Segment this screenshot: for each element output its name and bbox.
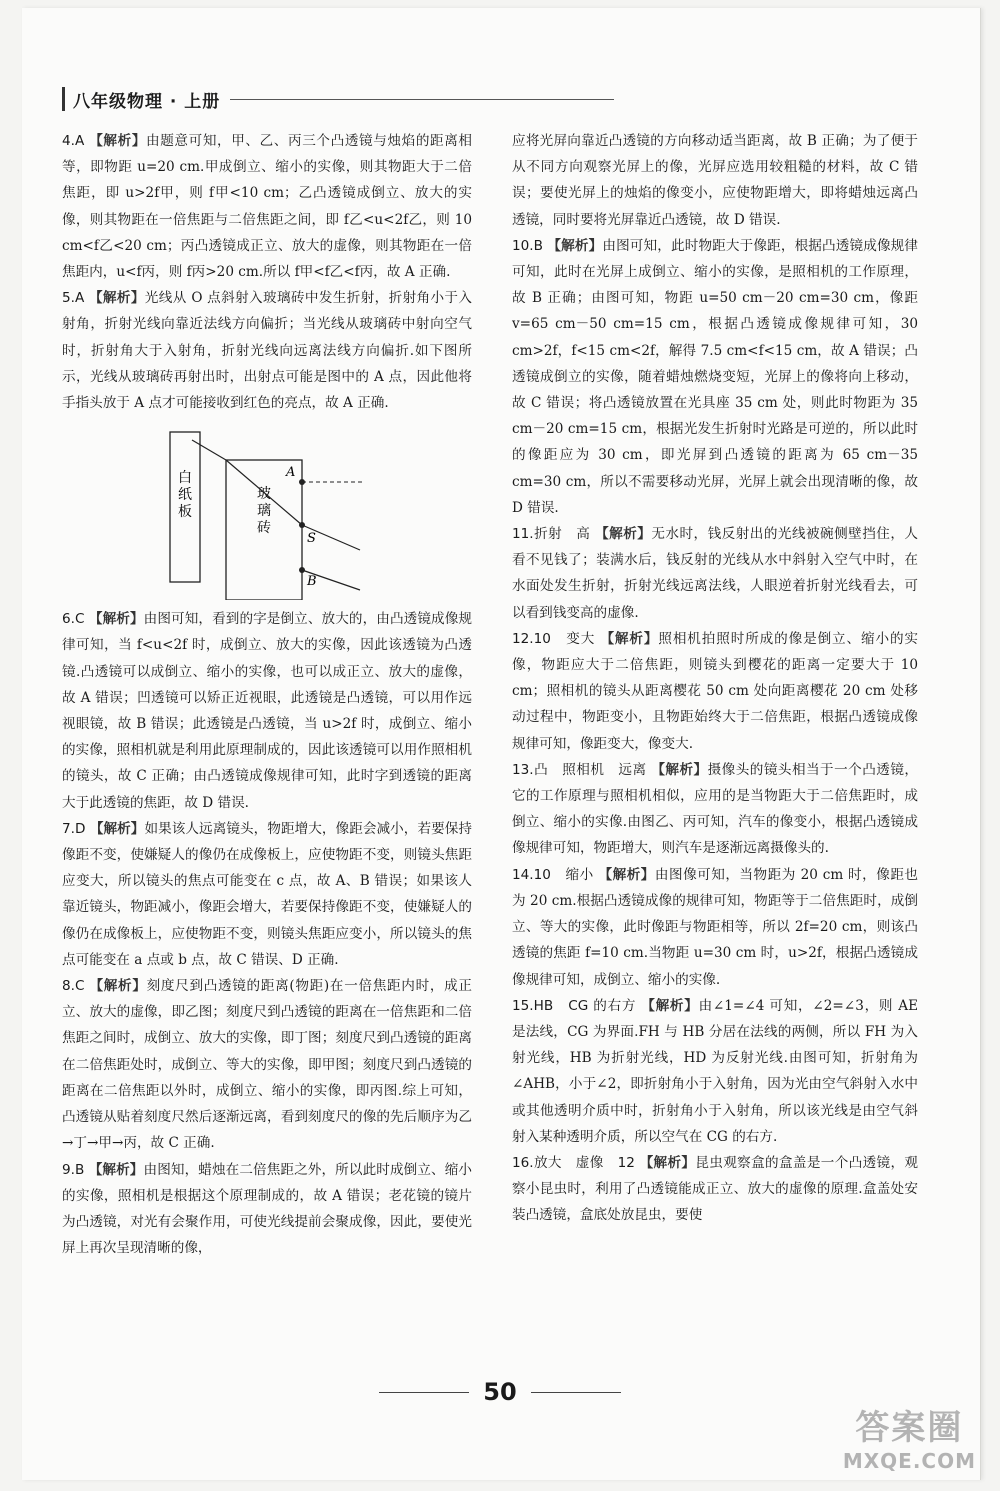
point-S: [299, 522, 305, 528]
page-number: 50: [483, 1378, 517, 1406]
answer-7: 7.D 【解析】如果该人远离镜头，物距增大，像距会减小，若要保持像距不变，使嫌疑人的像仍在成像板上，应使物距不变，则镜头焦距应变大，所以镜头的焦点可能变在 c 点，故 A、B 错误；如果该人靠近镜头，物距减小，像距会增大，若要保持像距不变，使嫌疑人的像仍在成像板上，应使物距不变，则镜头焦距应变小，所以镜头的焦点可能变在 a 点或 b 点，故 C 错误、D 正确.: [62, 820, 473, 968]
answer-12: 12.10 变大 【解析】照相机拍照时所成的像是倒立、缩小的实像，物距应大于二倍焦距，则镜头到樱花的距离一定要大于 10 cm；照相机的镜头从距离樱花 50 cm 处向距离樱花 20 cm 处移动过程中，物距变小，且物距始终大于二倍焦距，根据凸透镜成像规律可知，像距变大，像变大.: [512, 630, 919, 752]
answer-9: 9.B 【解析】由图知，蜡烛在二倍焦距之外，所以此时成倒立、缩小的实像，照相机是根据这个原理制成的，故 A 错误；老花镜的镜片为凸透镜，对光有会聚作用，可使光线提前会聚成像，因此，要使光屏上再次呈现清晰的像，: [62, 1161, 473, 1257]
footer-line-right: [531, 1392, 621, 1393]
answer-5: 5.A 【解析】光线从 O 点斜射入玻璃砖中发生折射，折射角小于入射角，折射光线向靠近法线方向偏折；当光线从玻璃砖中射向空气时，折射角大于入射角，折射光线向远离法线方向偏折.如下图所示，光线从玻璃砖再射出时，出射点可能是图中的 A 点，因此他将手指头放于 A 点才可能接收到红色的亮点，故 A 正确.: [62, 290, 472, 412]
header-title: 八年级物理 · 上册: [73, 91, 221, 112]
right-column: [512, 128, 918, 1229]
answer-14: 14.10 缩小 【解析】由图像可知，当物距为 20 cm 时，像距也为 20 cm.根据凸透镜成像的规律可知，物距等于二倍焦距时，成倒立、等大的实像，此时像距与物距相等，所以 2f=20 cm，则该凸透镜的焦距 f=10 cm.当物距 u=30 cm 时，u>2f，根据凸透镜成像规律可知，成倒立、缩小的实像.: [512, 866, 919, 988]
watermark: [843, 1400, 976, 1473]
answer-16: 16.放大 虚像 12 【解析】昆虫观察盒的盒盖是一个凸透镜，观察小昆虫时，利用了凸透镜能成正立、放大的虚像的原理.盒盖处安装凸透镜，盒底处放昆虫，要使: [512, 1154, 919, 1224]
answer-15: 15.HB CG 的右方 【解析】由∠1=∠4 可知，∠2=∠3，则 AE 是法线，CG 为界面.FH 与 HB 分居在法线的两侧，所以 FH 为入射光线，HB 为折射光线，HD 为反射光线.由图可知，折射角为∠AHB，小于∠2，即折射角小于入射角，因为光由空气斜射入水中或其他透明介质中时，折射角小于入射角，所以该光线是由空气斜射入某种透明介质，所以空气在 CG 的右方.: [512, 997, 918, 1145]
watermark-url: MXQE.COM: [842, 1449, 976, 1473]
point-B: [299, 567, 305, 573]
label-S: S: [307, 531, 316, 547]
left-column: [62, 128, 472, 1261]
answer-8: 8.C 【解析】刻度尺到凸透镜的距离(物距)在一倍焦距内时，成正立、放大的虚像，即乙图；刻度尺到凸透镜的距离在一倍焦距和二倍焦距之间时，成倒立、放大的实像，即丁图；刻度尺到凸透镜的距离在二倍焦距处时，成倒立、等大的实像，即甲图；刻度尺到凸透镜的距离在二倍焦距以外时，成倒立、缩小的实像，即丙图.综上可知，凸透镜从贴着刻度尺然后逐渐远离，看到刻度尺的像的先后顺序为乙→丁→甲→丙，故 C 正确.: [62, 978, 473, 1152]
label-white-paper: 白纸板: [178, 470, 192, 521]
incident-ray: [192, 440, 226, 460]
point-A: [299, 479, 305, 485]
footer-line-left: [379, 1392, 469, 1393]
answer-11: 11.折射 高 【解析】无水时，钱反射出的光线被碗侧壁挡住，人看不见钱了；装满水后，钱反射的光线从水中斜射入空气中时，在水面处发生折射，折射光线远离法线，人眼逆着折射光线看去，可以看到钱变高的虚像.: [512, 526, 919, 621]
label-glass-brick: 玻璃砖: [257, 486, 271, 537]
watermark-logo: 答案圈: [855, 1408, 964, 1448]
header-bar: [62, 87, 65, 111]
label-B: B: [307, 574, 317, 590]
answer-10: 10.B 【解析】由图可知，此时物距大于像距，根据凸透镜成像规律可知，此时在光屏上成倒立、缩小的实像，是照相机的工作原理，故 B 正确；由图可知，物距 u=50 cm－20 cm=30 cm，像距 v=65 cm－50 cm=15 cm，根据凸透镜成像规律可知，30 cm>2f，f<15 cm<2f，解得 7.5 cm<f<15 cm，故 A 错误；凸透镜成倒立的实像，随着蜡烛燃烧变短，光屏上的像将向上移动，故 C 错误；将凸透镜放置在光具座 35 cm 处，则此时物距为 35 cm－20 cm=15 cm，根据光发生折射时光路是可逆的，所以此时的像距应为 30 cm，即光屏到凸透镜的距离为 65 cm－35 cm=30 cm，所以不需要移动光屏，光屏上就会出现清晰的像，故 D 错误.: [512, 237, 919, 516]
header-rule: [230, 99, 614, 100]
label-A: A: [286, 465, 296, 481]
refraction-diagram: [62, 420, 472, 600]
answer-6: 6.C 【解析】由图可知，看到的字是倒立、放大的，由凸透镜成像规律可知，当 f<u<2f 时，成倒立、放大的实像，因此该透镜为凸透镜.凸透镜可以成倒立、缩小的实像，也可以成正立、放大的虚像，故 A 错误；凹透镜可以矫正近视眼，此透镜是凸透镜，可以用作远视眼镜，故 B 错误；此透镜是凸透镜，当 u>2f 时，成倒立、缩小的实像，照相机就是利用此原理制成的，因此该透镜可以用作照相机的镜头，故 C 正确；由凸透镜成像规律可知，此时字到透镜的距离大于此透镜的焦距，故 D 错误.: [62, 611, 473, 811]
page-header: [62, 84, 220, 114]
answer-9-continuation: 应将光屏向靠近凸透镜的方向移动适当距离，故 B 正确；为了便于从不同方向观察光屏上的像，光屏应选用较粗糙的材料，故 C 错误；要使光屏上的烛焰的像变小，应使物距增大，即将蜡烛远离凸透镜，同时要将光屏靠近凸透镜，故 D 错误.: [512, 133, 918, 228]
answer-13: 13.凸 照相机 远离 【解析】摄像头的镜头相当于一个凸透镜，它的工作原理与照相机相似，应用的是当物距大于二倍焦距时，成倒立、缩小的实像.由图乙、丙可知，汽车的像变小，根据凸透镜成像规律可知，物距增大，则汽车是逐渐远离摄像头的.: [512, 761, 919, 857]
answer-4: 4.A 【解析】由题意可知，甲、乙、丙三个凸透镜与烛焰的距离相等，即物距 u=20 cm.甲成倒立、缩小的实像，则其物距大于二倍焦距，即 u>2f甲，则 f甲<10 cm；乙凸透镜成倒立、放大的实像，则其物距在一倍焦距与二倍焦距之间，即 f乙<u<2f乙，则 10 cm<f乙<20 cm；丙凸透镜成正立、放大的虚像，则其物距在一倍焦距内，u<f丙，则 f丙>20 cm.所以 f甲<f乙<f丙，故 A 正确.: [62, 133, 473, 281]
